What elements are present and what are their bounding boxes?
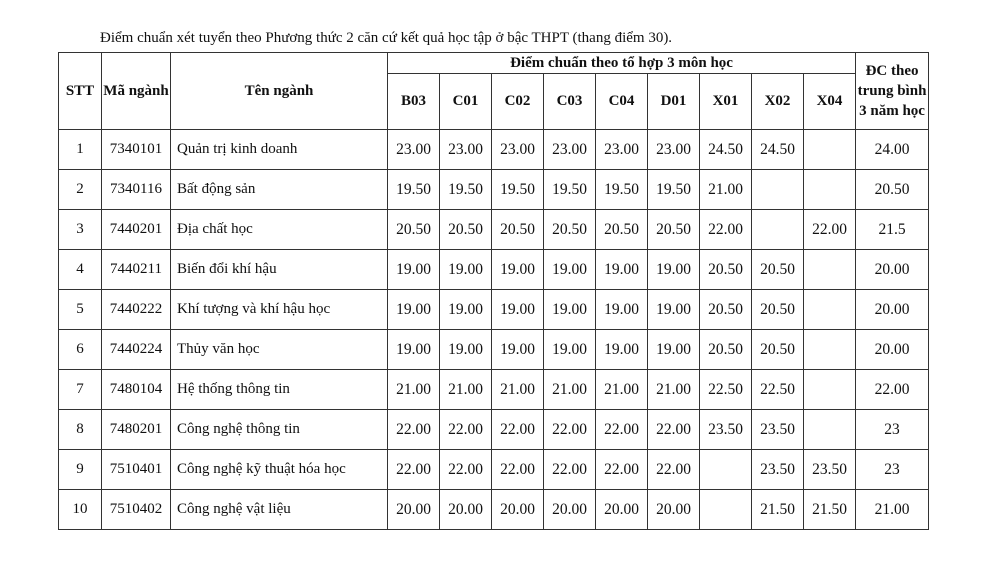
- row-score: 20.50: [388, 210, 440, 250]
- row-score: 20.50: [440, 210, 492, 250]
- row-score: 19.50: [596, 170, 648, 210]
- header-group-scores: Điểm chuẩn theo tổ hợp 3 môn học: [388, 53, 856, 74]
- table-row: [59, 490, 929, 530]
- row-dc: 21.5: [856, 210, 929, 250]
- row-score: 23.00: [492, 130, 544, 170]
- row-score: 22.00: [648, 450, 700, 490]
- row-score: 20.00: [440, 490, 492, 530]
- row-score: 21.00: [388, 370, 440, 410]
- row-score: 21.00: [544, 370, 596, 410]
- row-score: [700, 450, 752, 490]
- table-row: [59, 330, 929, 370]
- header-subject: B03: [388, 74, 440, 130]
- row-score: 21.00: [700, 170, 752, 210]
- header-subject: C02: [492, 74, 544, 130]
- row-score: 22.00: [440, 450, 492, 490]
- row-code: 7440222: [102, 290, 171, 330]
- row-score: 23.00: [544, 130, 596, 170]
- row-score: 19.00: [544, 250, 596, 290]
- row-score: 19.00: [440, 250, 492, 290]
- row-name: Công nghệ vật liệu: [171, 490, 388, 530]
- row-name: Khí tượng và khí hậu học: [171, 290, 388, 330]
- row-score: 19.50: [388, 170, 440, 210]
- row-stt: 5: [59, 290, 102, 330]
- row-score: 21.00: [648, 370, 700, 410]
- row-score: [804, 290, 856, 330]
- header-code: Mã ngành: [102, 53, 171, 130]
- row-name: Địa chất học: [171, 210, 388, 250]
- row-score: 19.50: [492, 170, 544, 210]
- row-score: 20.50: [752, 250, 804, 290]
- row-score: 19.00: [492, 290, 544, 330]
- table-row: [59, 410, 929, 450]
- row-score: 22.00: [596, 450, 648, 490]
- row-stt: 7: [59, 370, 102, 410]
- row-score: 19.00: [596, 250, 648, 290]
- row-dc: 21.00: [856, 490, 929, 530]
- row-code: 7510402: [102, 490, 171, 530]
- row-dc: 23: [856, 410, 929, 450]
- row-score: [752, 170, 804, 210]
- table-row: [59, 450, 929, 490]
- row-score: 20.50: [700, 250, 752, 290]
- row-score: 19.00: [440, 330, 492, 370]
- row-score: 22.00: [492, 410, 544, 450]
- row-stt: 10: [59, 490, 102, 530]
- row-score: 23.00: [648, 130, 700, 170]
- row-code: 7340101: [102, 130, 171, 170]
- header-dc: ĐC theo trung bình 3 năm học: [856, 53, 929, 130]
- row-name: Công nghệ kỹ thuật hóa học: [171, 450, 388, 490]
- row-name: Thủy văn học: [171, 330, 388, 370]
- row-score: 19.00: [648, 250, 700, 290]
- row-stt: 2: [59, 170, 102, 210]
- row-name: Bất động sản: [171, 170, 388, 210]
- header-subject: C03: [544, 74, 596, 130]
- row-score: 22.00: [440, 410, 492, 450]
- row-score: 23.50: [804, 450, 856, 490]
- row-score: 22.00: [804, 210, 856, 250]
- row-score: 19.00: [388, 290, 440, 330]
- row-score: 24.50: [752, 130, 804, 170]
- row-stt: 8: [59, 410, 102, 450]
- row-score: 22.50: [752, 370, 804, 410]
- row-name: Công nghệ thông tin: [171, 410, 388, 450]
- row-score: 22.00: [388, 410, 440, 450]
- row-score: 23.50: [700, 410, 752, 450]
- row-score: 23.00: [440, 130, 492, 170]
- header-subject: C01: [440, 74, 492, 130]
- header-name: Tên ngành: [171, 53, 388, 130]
- row-score: 20.00: [544, 490, 596, 530]
- row-name: Hệ thống thông tin: [171, 370, 388, 410]
- row-score: [804, 130, 856, 170]
- header-subject: X02: [752, 74, 804, 130]
- row-score: 20.00: [388, 490, 440, 530]
- row-code: 7480104: [102, 370, 171, 410]
- row-score: 22.00: [648, 410, 700, 450]
- row-score: 19.00: [648, 330, 700, 370]
- row-score: 20.50: [544, 210, 596, 250]
- row-score: 22.00: [544, 450, 596, 490]
- row-score: 23.00: [388, 130, 440, 170]
- row-score: [804, 170, 856, 210]
- table-row: [59, 130, 929, 170]
- row-score: 22.00: [492, 450, 544, 490]
- row-score: 20.50: [700, 330, 752, 370]
- row-score: 19.00: [388, 250, 440, 290]
- row-code: 7340116: [102, 170, 171, 210]
- header-subject: D01: [648, 74, 700, 130]
- row-stt: 4: [59, 250, 102, 290]
- row-score: 21.00: [596, 370, 648, 410]
- row-score: [700, 490, 752, 530]
- row-score: 20.50: [596, 210, 648, 250]
- row-score: 24.50: [700, 130, 752, 170]
- row-score: 21.50: [804, 490, 856, 530]
- row-score: 22.00: [700, 210, 752, 250]
- row-score: 22.00: [388, 450, 440, 490]
- table-row: [59, 250, 929, 290]
- row-code: 7440224: [102, 330, 171, 370]
- row-stt: 6: [59, 330, 102, 370]
- header-subject: X01: [700, 74, 752, 130]
- row-score: 23.50: [752, 410, 804, 450]
- row-score: 19.00: [596, 330, 648, 370]
- row-score: 23.50: [752, 450, 804, 490]
- row-score: 22.00: [596, 410, 648, 450]
- row-score: 22.50: [700, 370, 752, 410]
- row-score: 19.00: [492, 250, 544, 290]
- row-dc: 20.50: [856, 170, 929, 210]
- row-score: 21.00: [440, 370, 492, 410]
- row-code: 7440211: [102, 250, 171, 290]
- table-row: [59, 290, 929, 330]
- row-dc: 22.00: [856, 370, 929, 410]
- table-row: [59, 370, 929, 410]
- row-score: 19.00: [492, 330, 544, 370]
- row-name: Biến đổi khí hậu: [171, 250, 388, 290]
- row-dc: 23: [856, 450, 929, 490]
- row-score: [752, 210, 804, 250]
- row-score: 19.00: [596, 290, 648, 330]
- row-score: 22.00: [544, 410, 596, 450]
- row-score: [804, 370, 856, 410]
- row-score: 19.00: [648, 290, 700, 330]
- row-score: 20.50: [700, 290, 752, 330]
- row-score: 19.50: [544, 170, 596, 210]
- row-score: 19.00: [544, 330, 596, 370]
- row-score: [804, 410, 856, 450]
- row-dc: 20.00: [856, 330, 929, 370]
- row-score: 20.50: [648, 210, 700, 250]
- row-score: 21.50: [752, 490, 804, 530]
- row-stt: 1: [59, 130, 102, 170]
- row-score: 19.00: [440, 290, 492, 330]
- row-score: 20.50: [492, 210, 544, 250]
- row-score: [804, 250, 856, 290]
- header-subject: C04: [596, 74, 648, 130]
- row-score: 19.00: [388, 330, 440, 370]
- row-name: Quản trị kinh doanh: [171, 130, 388, 170]
- row-score: 23.00: [596, 130, 648, 170]
- admission-score-table: [58, 52, 929, 530]
- row-score: 20.50: [752, 330, 804, 370]
- row-code: 7480201: [102, 410, 171, 450]
- row-score: 20.50: [752, 290, 804, 330]
- row-score: 19.50: [440, 170, 492, 210]
- table-caption: Điểm chuẩn xét tuyển theo Phương thức 2 căn cứ kết quả học tập ở bậc THPT (thang điểm 30).: [100, 30, 673, 46]
- header-subject: X04: [804, 74, 856, 130]
- row-score: [804, 330, 856, 370]
- row-dc: 20.00: [856, 290, 929, 330]
- header-stt: STT: [59, 53, 102, 130]
- row-score: 19.50: [648, 170, 700, 210]
- row-score: 20.00: [648, 490, 700, 530]
- table-row: [59, 210, 929, 250]
- row-dc: 24.00: [856, 130, 929, 170]
- row-score: 20.00: [596, 490, 648, 530]
- row-score: 20.00: [492, 490, 544, 530]
- row-dc: 20.00: [856, 250, 929, 290]
- row-stt: 3: [59, 210, 102, 250]
- row-stt: 9: [59, 450, 102, 490]
- table-row: [59, 170, 929, 210]
- row-score: 19.00: [544, 290, 596, 330]
- row-code: 7510401: [102, 450, 171, 490]
- row-code: 7440201: [102, 210, 171, 250]
- row-score: 21.00: [492, 370, 544, 410]
